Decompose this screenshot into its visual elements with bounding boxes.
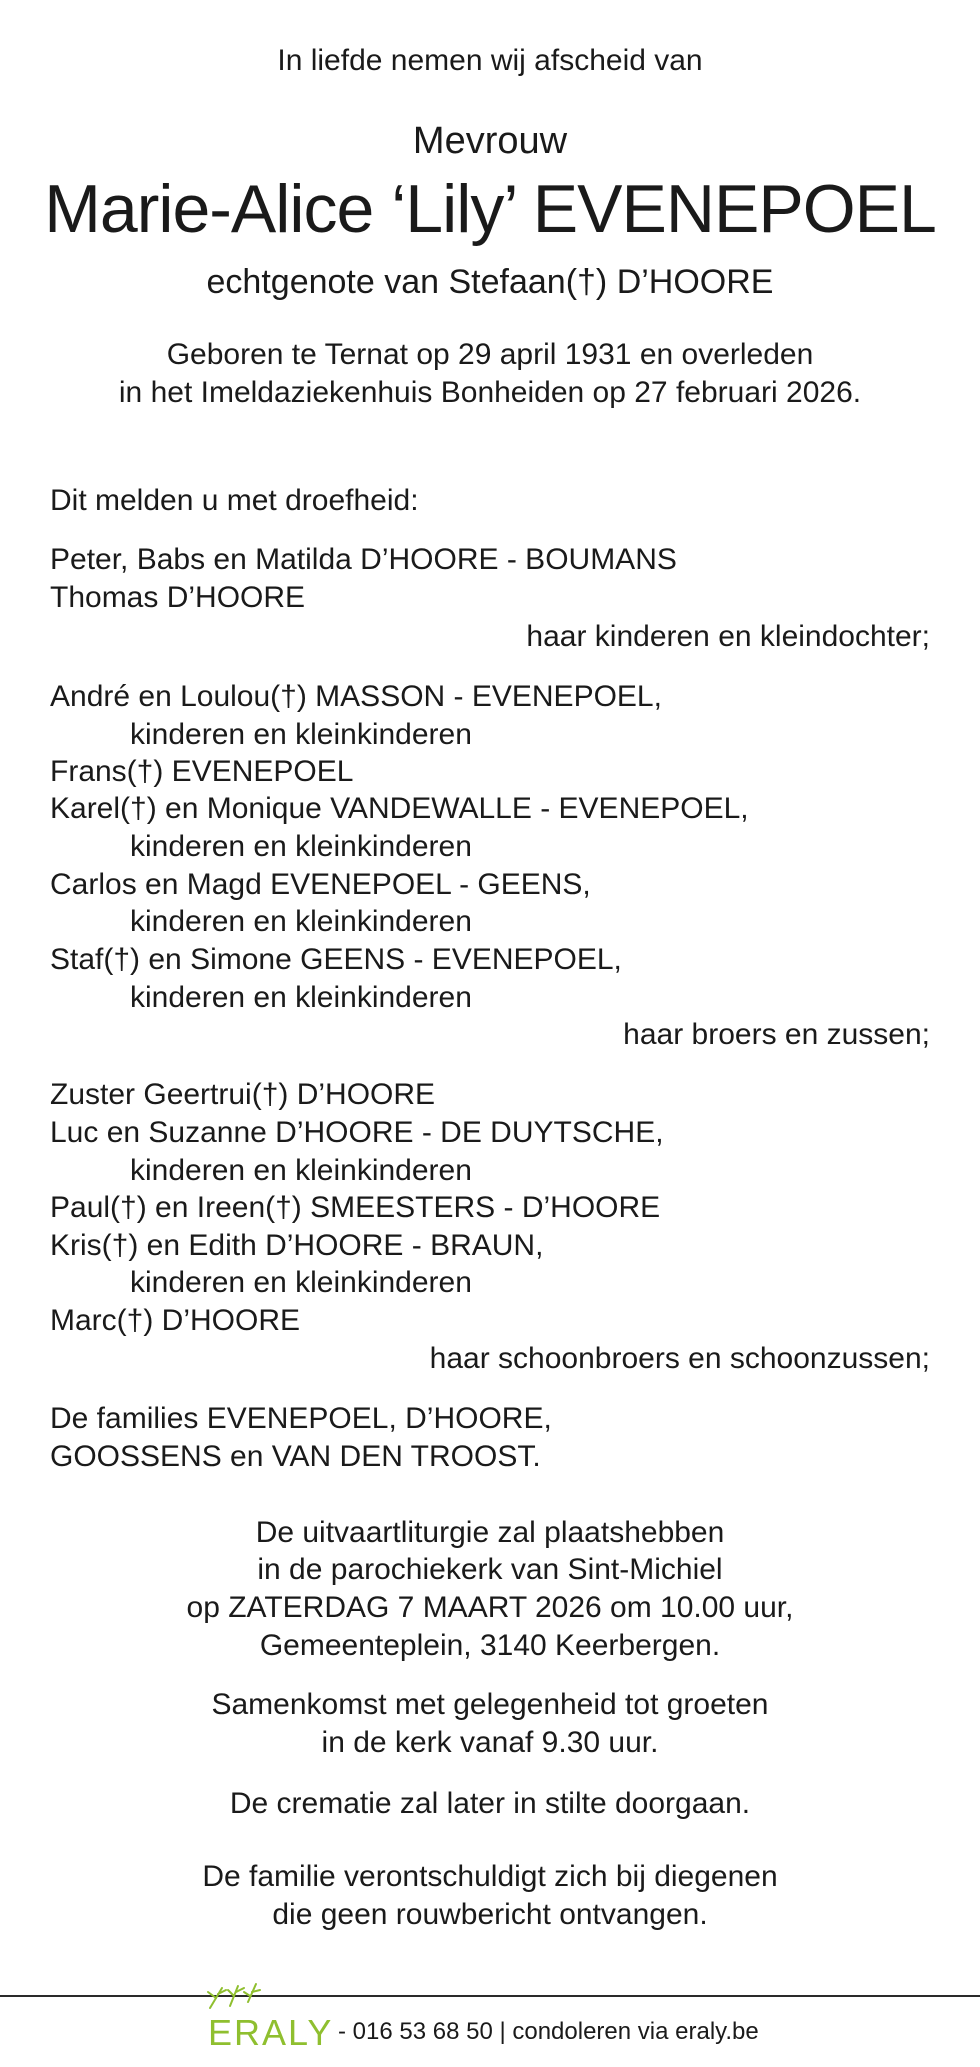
sibling-sub-line: kinderen en kleinkinderen bbox=[130, 830, 472, 863]
apology-line: die geen rouwbericht ontvangen. bbox=[272, 1898, 708, 1931]
service-line: De uitvaartliturgie zal plaatshebben bbox=[255, 1516, 725, 1549]
inlaw-sub-line: kinderen en kleinkinderen bbox=[130, 1266, 472, 1299]
children-label: haar kinderen en kleindochter; bbox=[526, 620, 930, 653]
child-line: Peter, Babs en Matilda D’HOORE - BOUMANS bbox=[50, 543, 677, 576]
service-line: op ZATERDAG 7 MAART 2026 om 10.00 uur, bbox=[186, 1591, 794, 1624]
gathering-line: Samenkomst met gelegenheid tot groeten bbox=[211, 1688, 769, 1721]
sibling-line: Staf(†) en Simone GEENS - EVENEPOEL, bbox=[50, 943, 622, 976]
cremation-line: De crematie zal later in stilte doorgaan. bbox=[229, 1787, 751, 1820]
inlaw-line: Paul(†) en Ireen(†) SMEESTERS - D’HOORE bbox=[50, 1191, 661, 1224]
child-line: Thomas D’HOORE bbox=[50, 581, 306, 614]
sibling-line: André en Loulou(†) MASSON - EVENEPOEL, bbox=[50, 680, 662, 713]
sibling-sub-line: kinderen en kleinkinderen bbox=[130, 905, 472, 938]
inlaws-label: haar schoonbroers en schoonzussen; bbox=[429, 1342, 930, 1375]
sibling-line: Carlos en Magd EVENEPOEL - GEENS, bbox=[50, 868, 591, 901]
service-line: in de parochiekerk van Sint-Michiel bbox=[257, 1553, 723, 1586]
announce-line: Dit melden u met droefheid: bbox=[50, 484, 419, 517]
deceased-name: Marie-Alice ‘Lily’ EVENEPOEL bbox=[44, 171, 936, 247]
inlaw-line: Kris(†) en Edith D’HOORE - BRAUN, bbox=[50, 1229, 544, 1262]
footer-contact: - 016 53 68 50 | condoleren via eraly.be bbox=[338, 2018, 759, 2045]
inlaw-line: Zuster Geertrui(†) D’HOORE bbox=[50, 1078, 436, 1111]
gathering-line: in de kerk vanaf 9.30 uur. bbox=[321, 1726, 659, 1759]
service-line: Gemeenteplein, 3140 Keerbergen. bbox=[259, 1629, 721, 1662]
intro-line: In liefde nemen wij afscheid van bbox=[277, 44, 703, 77]
spouse-line: echtgenote van Stefaan(†) D’HOORE bbox=[206, 263, 774, 301]
birth-line: Geboren te Ternat op 29 april 1931 en overleden bbox=[166, 338, 814, 371]
death-line: in het Imeldaziekenhuis Bonheiden op 27 februari 2026. bbox=[118, 376, 862, 409]
siblings-label: haar broers en zussen; bbox=[623, 1018, 930, 1051]
inlaw-line: Luc en Suzanne D’HOORE - DE DUYTSCHE, bbox=[50, 1116, 664, 1149]
sibling-sub-line: kinderen en kleinkinderen bbox=[130, 981, 472, 1014]
footer-divider bbox=[0, 1995, 980, 1997]
sibling-sub-line: kinderen en kleinkinderen bbox=[130, 718, 472, 751]
leaf-sprigs-icon bbox=[200, 1978, 270, 2012]
families-line: De families EVENEPOEL, D’HOORE, bbox=[50, 1402, 552, 1435]
inlaw-line: Marc(†) D’HOORE bbox=[50, 1304, 301, 1337]
eraly-logo: ERALY bbox=[208, 2012, 334, 2053]
inlaw-sub-line: kinderen en kleinkinderen bbox=[130, 1154, 472, 1187]
families-line: GOOSSENS en VAN DEN TROOST. bbox=[50, 1440, 541, 1473]
sibling-line: Frans(†) EVENEPOEL bbox=[50, 755, 354, 788]
apology-line: De familie verontschuldigt zich bij diegenen bbox=[202, 1860, 778, 1893]
honorific: Mevrouw bbox=[412, 120, 568, 162]
sibling-line: Karel(†) en Monique VANDEWALLE - EVENEPOEL, bbox=[50, 792, 749, 825]
